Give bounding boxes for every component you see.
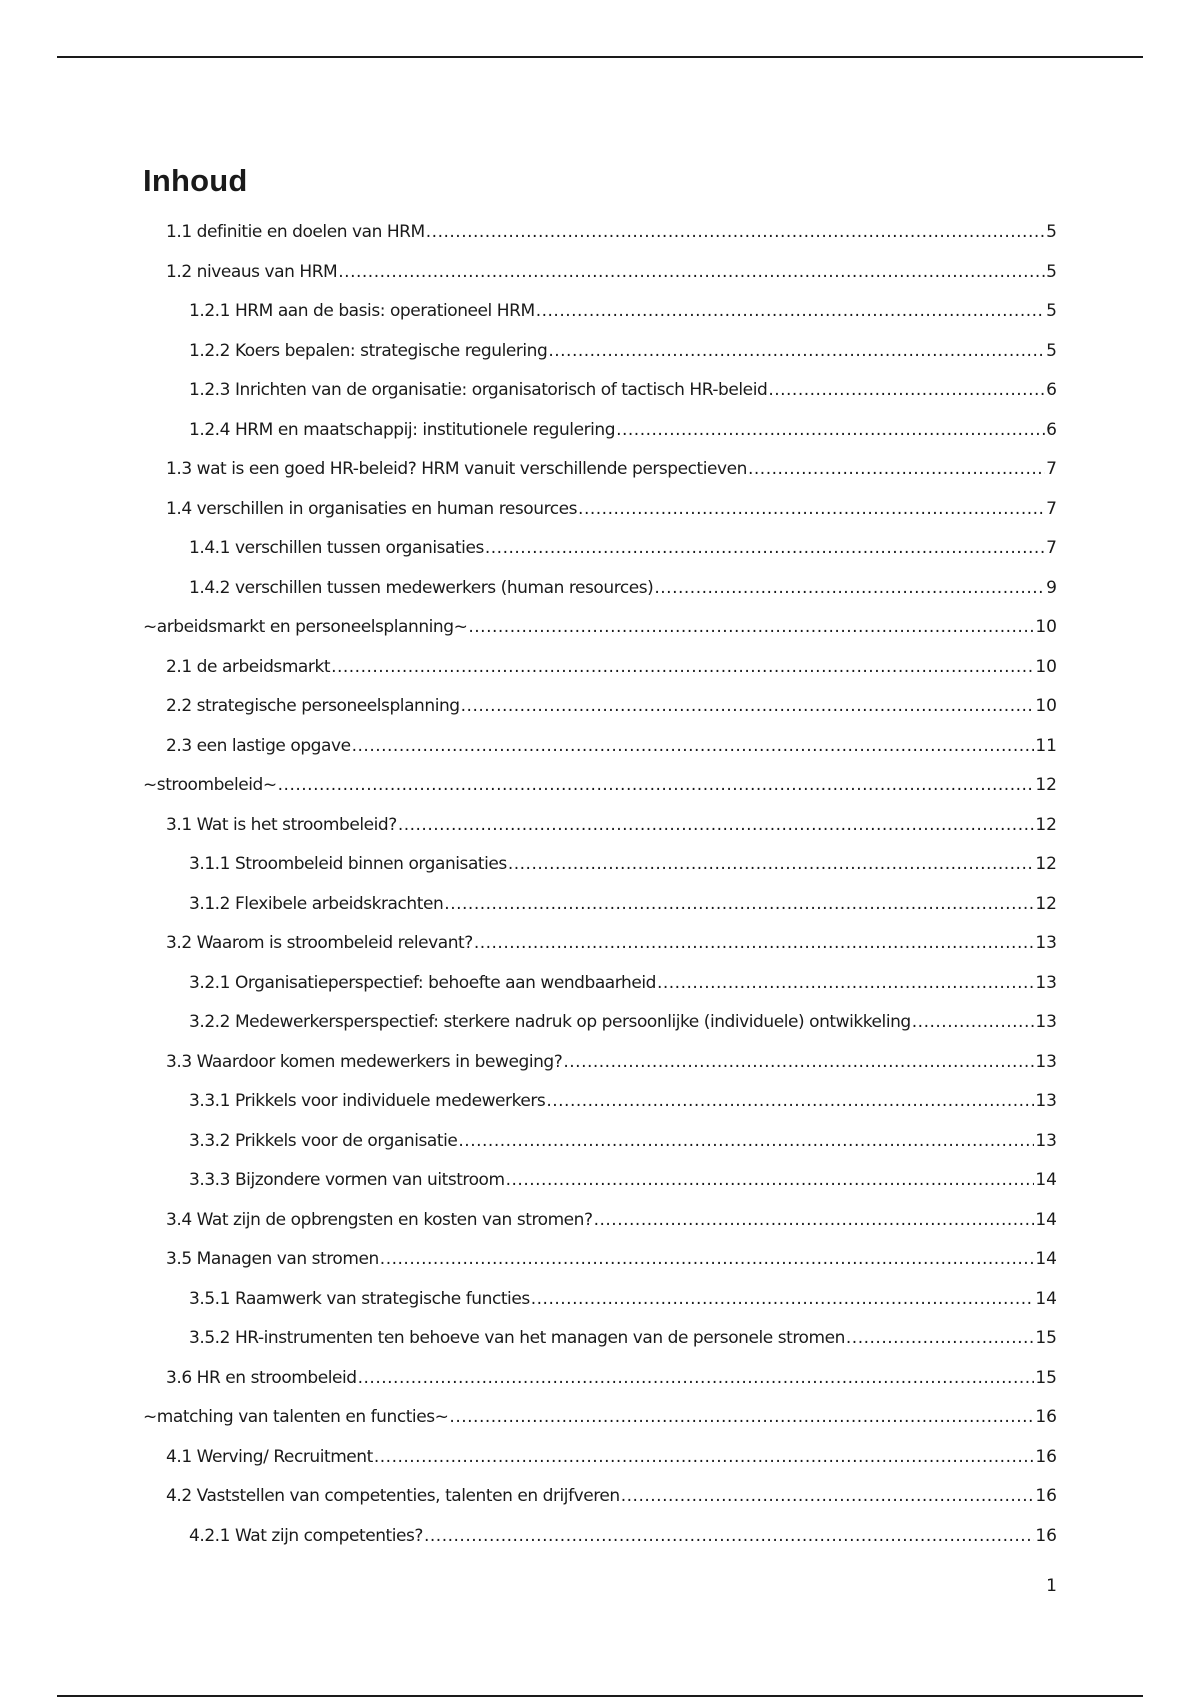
- toc-entry[interactable]: [0, 1240, 1200, 1280]
- toc-dot-leader: [594, 1201, 1035, 1241]
- toc-dot-leader: [461, 687, 1035, 727]
- page-title: Inhoud: [143, 163, 248, 198]
- toc-entry-title: 4.2.1 Wat zijn competenties?: [189, 1525, 423, 1546]
- toc-dot-leader: [338, 253, 1045, 293]
- toc-dot-leader: [748, 450, 1045, 490]
- toc-entry-title: 1.2.4 HRM en maatschappij: institutionele regulering: [189, 419, 616, 440]
- toc-dot-leader: [536, 292, 1045, 332]
- toc-entry[interactable]: [0, 964, 1200, 1004]
- footer-rule: [57, 1695, 1143, 1697]
- toc-entry[interactable]: [0, 490, 1200, 530]
- toc-dot-leader: [563, 1043, 1034, 1083]
- toc-entry-title: 3.2 Waarom is stroombeleid relevant?: [166, 933, 473, 953]
- toc-entry-title: 1.4.2 verschillen tussen medewerkers (human resources): [189, 577, 654, 598]
- toc-dot-leader: [449, 1398, 1034, 1438]
- toc-entry-title: ~stroombeleid~: [143, 775, 277, 795]
- toc-entry-page: 12: [1035, 814, 1057, 835]
- toc-entry[interactable]: [0, 1280, 1200, 1320]
- toc-entry[interactable]: [0, 687, 1200, 727]
- toc-entry[interactable]: [0, 648, 1200, 688]
- toc-entry-title: 3.6 HR en stroombeleid: [166, 1367, 357, 1388]
- toc-entry-page: 10: [1035, 656, 1057, 677]
- toc-entry[interactable]: [0, 1477, 1200, 1517]
- toc-entry-page: 13: [1035, 972, 1057, 993]
- toc-entry-title: 1.4 verschillen in organisaties en human resources: [166, 498, 578, 519]
- toc-entry-title: ~arbeidsmarkt en personeelsplanning~: [143, 617, 468, 637]
- toc-entry-title: 3.5 Managen van stromen: [166, 1249, 379, 1269]
- toc-entry-page: 5: [1046, 340, 1057, 361]
- toc-dot-leader: [548, 332, 1045, 372]
- toc-dot-leader: [531, 1280, 1035, 1320]
- toc-entry[interactable]: [0, 1161, 1200, 1201]
- toc-entry-page: 16: [1035, 1525, 1057, 1546]
- toc-entry-page: 7: [1046, 538, 1057, 558]
- toc-entry[interactable]: [0, 1201, 1200, 1241]
- toc-entry-title: 3.2.2 Medewerkersperspectief: sterkere nadruk op persoonlijke (individuele) ontwikkeling: [189, 1012, 911, 1032]
- toc-entry[interactable]: [0, 371, 1200, 411]
- toc-entry-title: 2.1 de arbeidsmarkt: [166, 656, 331, 677]
- toc-entry-title: ~matching van talenten en functies~: [143, 1407, 449, 1427]
- table-of-contents: [0, 213, 1200, 1556]
- page-number: 1: [1046, 1576, 1057, 1596]
- toc-dot-leader: [278, 766, 1035, 806]
- toc-entry[interactable]: [0, 1438, 1200, 1478]
- toc-dot-leader: [468, 608, 1034, 648]
- toc-entry-title: 1.2.3 Inrichten van de organisatie: organisatorisch of tactisch HR-beleid: [189, 380, 768, 400]
- toc-entry-page: 10: [1035, 696, 1057, 716]
- toc-entry-page: 14: [1035, 1288, 1057, 1309]
- toc-entry[interactable]: [0, 569, 1200, 609]
- toc-entry[interactable]: [0, 213, 1200, 253]
- toc-dot-leader: [506, 1161, 1035, 1201]
- toc-entry[interactable]: [0, 450, 1200, 490]
- toc-dot-leader: [616, 411, 1045, 451]
- toc-entry[interactable]: [0, 332, 1200, 372]
- toc-dot-leader: [380, 1240, 1035, 1280]
- toc-dot-leader: [398, 806, 1035, 846]
- toc-dot-leader: [621, 1477, 1035, 1517]
- toc-entry-page: 6: [1046, 380, 1057, 400]
- toc-entry[interactable]: [0, 1043, 1200, 1083]
- toc-dot-leader: [846, 1319, 1034, 1359]
- toc-entry[interactable]: [0, 1122, 1200, 1162]
- toc-entry-page: 13: [1035, 1051, 1057, 1072]
- toc-entry[interactable]: [0, 529, 1200, 569]
- toc-entry-page: 13: [1035, 1091, 1057, 1111]
- toc-entry-page: 16: [1035, 1446, 1057, 1467]
- toc-entry[interactable]: [0, 253, 1200, 293]
- toc-dot-leader: [474, 924, 1035, 964]
- toc-entry[interactable]: [0, 924, 1200, 964]
- toc-entry-title: 4.1 Werving/ Recruitment: [166, 1446, 373, 1467]
- toc-dot-leader: [912, 1003, 1035, 1043]
- toc-dot-leader: [508, 845, 1035, 885]
- toc-entry-title: 3.3 Waardoor komen medewerkers in beweging?: [166, 1051, 563, 1072]
- toc-entry-page: 13: [1035, 1012, 1057, 1032]
- toc-entry-title: 3.1 Wat is het stroombeleid?: [166, 814, 397, 835]
- toc-entry-title: 3.1.1 Stroombeleid binnen organisaties: [189, 854, 507, 874]
- toc-entry-title: 3.3.3 Bijzondere vormen van uitstroom: [189, 1170, 505, 1190]
- toc-dot-leader: [331, 648, 1034, 688]
- toc-dot-leader: [657, 964, 1034, 1004]
- toc-entry-page: 9: [1046, 577, 1057, 598]
- toc-dot-leader: [768, 371, 1045, 411]
- toc-entry-page: 6: [1046, 419, 1057, 440]
- toc-entry-title: 2.3 een lastige opgave: [166, 735, 351, 756]
- toc-entry-title: 3.4 Wat zijn de opbrengsten en kosten van stromen?: [166, 1209, 593, 1230]
- toc-entry-title: 3.3.2 Prikkels voor de organisatie: [189, 1130, 458, 1151]
- toc-dot-leader: [352, 727, 1035, 767]
- toc-entry[interactable]: [0, 766, 1200, 806]
- toc-entry-page: 10: [1035, 617, 1057, 637]
- toc-entry-title: 4.2 Vaststellen van competenties, talenten en drijfveren: [166, 1486, 620, 1506]
- toc-dot-leader: [374, 1438, 1035, 1478]
- toc-entry[interactable]: [0, 411, 1200, 451]
- toc-entry-title: 1.2.2 Koers bepalen: strategische regulering: [189, 340, 548, 361]
- toc-entry-page: 12: [1035, 775, 1057, 795]
- toc-dot-leader: [546, 1082, 1034, 1122]
- toc-entry-page: 13: [1035, 933, 1057, 953]
- toc-entry-page: 5: [1046, 261, 1057, 282]
- toc-entry[interactable]: [0, 1398, 1200, 1438]
- toc-entry-page: 14: [1035, 1249, 1057, 1269]
- header-rule: [57, 56, 1143, 58]
- toc-entry-title: 1.2.1 HRM aan de basis: operationeel HRM: [189, 301, 535, 321]
- toc-dot-leader: [426, 213, 1045, 253]
- toc-entry-page: 7: [1046, 459, 1057, 479]
- toc-dot-leader: [485, 529, 1045, 569]
- toc-dot-leader: [654, 569, 1045, 609]
- toc-entry[interactable]: [0, 1319, 1200, 1359]
- toc-entry[interactable]: [0, 1003, 1200, 1043]
- toc-dot-leader: [424, 1517, 1034, 1557]
- toc-entry[interactable]: [0, 845, 1200, 885]
- toc-entry-page: 14: [1035, 1170, 1057, 1190]
- toc-entry-title: 1.3 wat is een goed HR-beleid? HRM vanuit verschillende perspectieven: [166, 459, 747, 479]
- toc-entry[interactable]: [0, 1082, 1200, 1122]
- toc-entry[interactable]: [0, 806, 1200, 846]
- toc-dot-leader: [458, 1122, 1034, 1162]
- toc-entry-title: 1.2 niveaus van HRM: [166, 261, 338, 282]
- toc-dot-leader: [578, 490, 1045, 530]
- toc-dot-leader: [358, 1359, 1035, 1399]
- toc-entry-page: 14: [1035, 1209, 1057, 1230]
- toc-entry[interactable]: [0, 885, 1200, 925]
- toc-entry-page: 7: [1046, 498, 1057, 519]
- toc-entry-title: 3.1.2 Flexibele arbeidskrachten: [189, 893, 444, 914]
- toc-entry-page: 5: [1046, 301, 1057, 321]
- toc-entry-page: 16: [1035, 1486, 1057, 1506]
- toc-entry-title: 2.2 strategische personeelsplanning: [166, 696, 460, 716]
- toc-entry-title: 3.5.1 Raamwerk van strategische functies: [189, 1288, 530, 1309]
- toc-entry-title: 3.2.1 Organisatieperspectief: behoefte aan wendbaarheid: [189, 972, 656, 993]
- toc-entry-page: 15: [1035, 1367, 1057, 1388]
- toc-entry[interactable]: [0, 292, 1200, 332]
- toc-entry-page: 12: [1035, 854, 1057, 874]
- toc-entry-page: 15: [1035, 1328, 1057, 1348]
- toc-entry-page: 5: [1046, 222, 1057, 242]
- toc-entry-page: 12: [1035, 893, 1057, 914]
- toc-dot-leader: [444, 885, 1034, 925]
- toc-entry-page: 11: [1035, 735, 1057, 756]
- toc-entry-title: 3.5.2 HR-instrumenten ten behoeve van het managen van de personele stromen: [189, 1328, 845, 1348]
- toc-entry[interactable]: [0, 1359, 1200, 1399]
- toc-entry-title: 1.4.1 verschillen tussen organisaties: [189, 538, 484, 558]
- toc-entry[interactable]: [0, 1517, 1200, 1557]
- toc-entry[interactable]: [0, 608, 1200, 648]
- toc-entry-title: 3.3.1 Prikkels voor individuele medewerkers: [189, 1091, 546, 1111]
- toc-entry[interactable]: [0, 727, 1200, 767]
- toc-entry-page: 13: [1035, 1130, 1057, 1151]
- toc-entry-page: 16: [1035, 1407, 1057, 1427]
- toc-entry-title: 1.1 definitie en doelen van HRM: [166, 222, 425, 242]
